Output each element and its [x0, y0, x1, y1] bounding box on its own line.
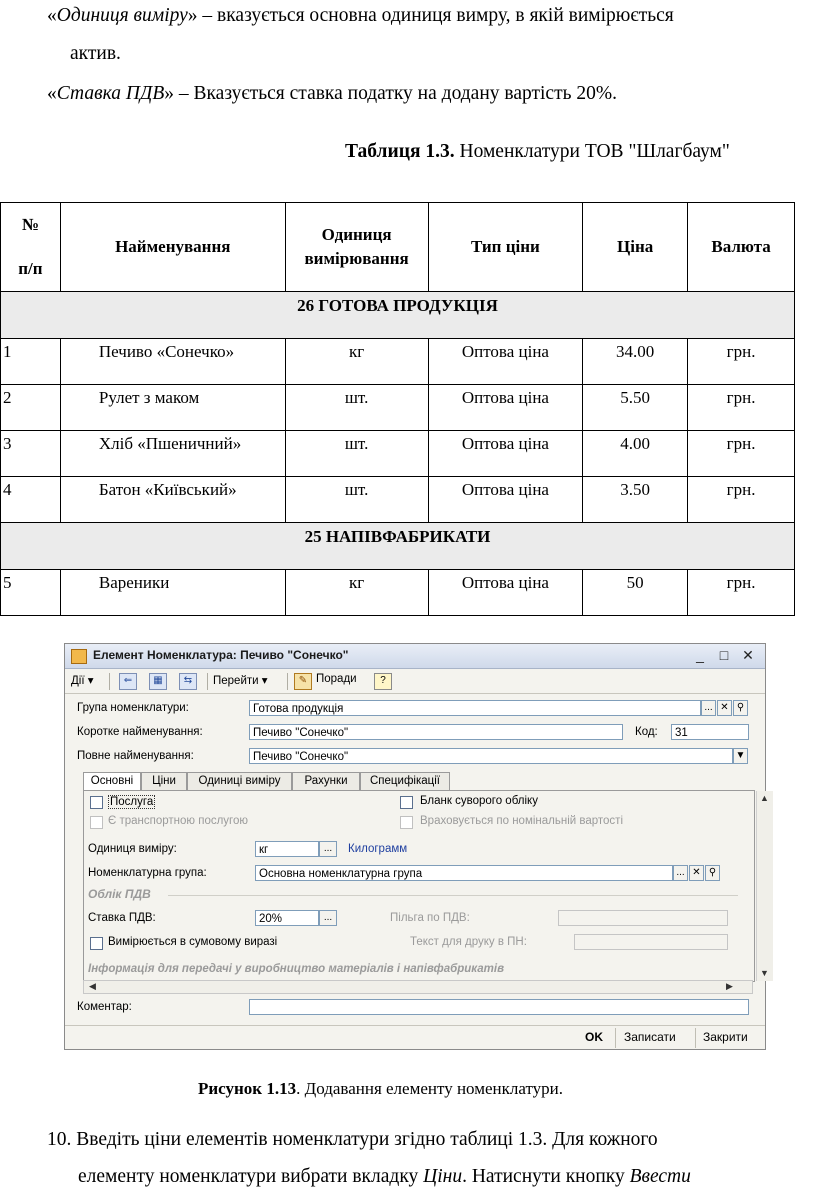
- cell-num: 2: [1, 385, 61, 431]
- short-name-field[interactable]: Печиво "Сонечко": [249, 724, 623, 740]
- full-name-field[interactable]: Печиво "Сонечко": [249, 748, 733, 764]
- cell-currency: грн.: [688, 570, 795, 616]
- intro-line-1: [47, 4, 674, 28]
- table-row: [1, 385, 795, 431]
- group-title: 25 НАПІВФАБРИКАТИ: [1, 523, 795, 570]
- intro-line-2: [47, 82, 617, 106]
- table-caption-number: Таблиця 1.3.: [345, 141, 455, 162]
- cell-num: 1: [1, 339, 61, 385]
- tab-accounts[interactable]: Рахунки: [292, 772, 360, 790]
- cell-name: Вареники: [60, 570, 285, 616]
- toolbar-separator: [207, 673, 208, 690]
- header-unit-2: вимірювання: [304, 249, 409, 268]
- header-price: Ціна: [583, 203, 688, 292]
- table-row: [1, 431, 795, 477]
- cell-unit: шт.: [285, 385, 428, 431]
- help-icon[interactable]: ?: [374, 673, 392, 690]
- cell-unit: кг: [285, 570, 428, 616]
- nominal-checkbox[interactable]: [400, 816, 413, 829]
- cell-num: 3: [1, 431, 61, 477]
- group-label: Група номенклатури:: [77, 702, 189, 714]
- cell-unit: шт.: [285, 477, 428, 523]
- info-section-title: Інформація для передачі у виробництво матеріалів і напівфабрикатів: [88, 963, 505, 975]
- unit-label: Одиниця виміру:: [88, 843, 177, 855]
- nomenclature-element-window: [64, 643, 769, 1050]
- step-10-line-2: [78, 1165, 691, 1189]
- strict-form-checkbox[interactable]: [400, 796, 413, 809]
- actions-menu[interactable]: Дії ▾: [71, 675, 94, 687]
- figure-caption-number: Рисунок 1.13: [198, 1079, 297, 1098]
- cell-price: 5.50: [583, 385, 688, 431]
- cell-name: Батон «Київський»: [60, 477, 285, 523]
- intro-line-1-cont: актив.: [70, 43, 121, 64]
- tab-specifications[interactable]: Специфікації: [360, 772, 450, 790]
- table-caption-text: Номенклатури ТОВ "Шлагбаум": [454, 141, 730, 162]
- vat-rate-label: Ставка ПДВ:: [88, 912, 156, 924]
- vertical-scrollbar[interactable]: [756, 791, 773, 981]
- cell-type: Оптова ціна: [428, 339, 583, 385]
- term-unit: Одиниця виміру: [56, 5, 188, 26]
- tab-prices[interactable]: Ціни: [141, 772, 187, 790]
- cell-name: Рулет з маком: [60, 385, 285, 431]
- step-10-text-a: елементу номенклатури вибрати вкладку: [78, 1166, 424, 1187]
- scroll-left-icon[interactable]: ◀: [89, 981, 96, 991]
- comment-field[interactable]: [249, 999, 749, 1015]
- cell-price: 34.00: [583, 339, 688, 385]
- cell-currency: грн.: [688, 339, 795, 385]
- vat-select-button[interactable]: ...: [319, 910, 337, 926]
- header-num: [1, 203, 61, 292]
- section-divider: [168, 895, 738, 896]
- step-10-text-c: . Натиснути кнопку: [462, 1166, 630, 1187]
- cell-price: 50: [583, 570, 688, 616]
- step-10-line-1: 10. Введіть ціни елементів номенклатури згідно таблиці 1.3. Для кожного: [47, 1129, 658, 1150]
- service-checkbox[interactable]: [90, 796, 103, 809]
- header-currency: Валюта: [688, 203, 795, 292]
- unit-select-button[interactable]: ...: [319, 841, 337, 857]
- transport-label: Є транспортною послугою: [108, 815, 249, 827]
- figure-caption-text: . Додавання елементу номенклатури.: [296, 1079, 564, 1098]
- tab-main[interactable]: Основні: [83, 772, 141, 791]
- table-header-row: [1, 203, 795, 292]
- window-titlebar[interactable]: [65, 644, 765, 669]
- group-field[interactable]: Готова продукція: [249, 700, 701, 716]
- term-vat: Ставка ПДВ: [56, 83, 165, 104]
- group-row: [1, 292, 795, 339]
- vat-section-title: Облік ПДВ: [88, 887, 151, 901]
- nomgroup-select-button[interactable]: ...: [673, 865, 688, 881]
- sum-expression-checkbox[interactable]: [90, 937, 103, 950]
- goto-menu[interactable]: Перейти ▾: [213, 675, 268, 687]
- intro-line2-text: » – Вказується ставка податку на додану вартість 20%.: [164, 83, 617, 104]
- cell-type: Оптова ціна: [428, 431, 583, 477]
- tips-button[interactable]: Поради: [316, 673, 357, 685]
- cell-unit: шт.: [285, 431, 428, 477]
- unit-field[interactable]: кг: [255, 841, 319, 857]
- save-button[interactable]: Записати: [624, 1030, 676, 1044]
- step-10-term-prices: Ціни: [423, 1166, 463, 1187]
- group-row: [1, 523, 795, 570]
- header-unit: [285, 203, 428, 292]
- cell-type: Оптова ціна: [428, 570, 583, 616]
- toolbar-separator: [287, 673, 288, 690]
- ok-button[interactable]: OK: [585, 1030, 603, 1044]
- cell-unit: кг: [285, 339, 428, 385]
- cell-num: 5: [1, 570, 61, 616]
- step-10-term-enter: Ввести: [629, 1166, 691, 1187]
- print-text-field[interactable]: [574, 934, 728, 950]
- cell-currency: грн.: [688, 385, 795, 431]
- group-select-button[interactable]: ...: [701, 700, 716, 716]
- scroll-up-icon[interactable]: ▲: [760, 793, 769, 803]
- cell-num: 4: [1, 477, 61, 523]
- cell-name: Печиво «Сонечко»: [60, 339, 285, 385]
- full-name-dropdown-icon[interactable]: ▼: [733, 748, 748, 764]
- header-num-2: п/п: [18, 259, 43, 278]
- group-clear-icon[interactable]: ✕: [717, 700, 732, 716]
- tips-icon[interactable]: ✎: [294, 673, 312, 690]
- full-name-label: Повне найменування:: [77, 750, 194, 762]
- table-caption: [345, 140, 730, 164]
- figure-caption: [198, 1077, 563, 1101]
- button-separator: [615, 1028, 616, 1048]
- close-button[interactable]: Закрити: [703, 1030, 748, 1044]
- horizontal-scrollbar[interactable]: [83, 980, 753, 994]
- toolbar-separator: [109, 673, 110, 690]
- sum-expression-label: Вимірюється в сумовому виразі: [108, 936, 278, 948]
- table-row: [1, 477, 795, 523]
- cell-price: 4.00: [583, 431, 688, 477]
- group-title: 26 ГОТОВА ПРОДУКЦІЯ: [1, 292, 795, 339]
- code-field[interactable]: 31: [671, 724, 749, 740]
- short-name-label: Коротке найменування:: [77, 726, 203, 738]
- service-label: Послуга: [110, 796, 154, 808]
- nomenclature-group-label: Номенклатурна група:: [88, 867, 207, 879]
- comment-label: Коментар:: [77, 1001, 132, 1013]
- minimize-icon[interactable]: _: [696, 647, 704, 663]
- code-label: Код:: [635, 726, 658, 738]
- scroll-right-icon[interactable]: ▶: [726, 981, 733, 991]
- window-title: Елемент Номенклатура: Печиво "Сонечко": [93, 648, 349, 662]
- nomgroup-clear-icon[interactable]: ✕: [689, 865, 704, 881]
- nominal-label: Враховується по номінальній вартості: [420, 815, 624, 827]
- nomenclature-table: [0, 202, 795, 616]
- print-text-label: Текст для друку в ПН:: [410, 936, 527, 948]
- maximize-icon[interactable]: □: [719, 647, 729, 663]
- vat-benefit-field[interactable]: [558, 910, 728, 926]
- cell-price: 3.50: [583, 477, 688, 523]
- strict-form-label: Бланк суворого обліку: [420, 795, 538, 807]
- cell-type: Оптова ціна: [428, 385, 583, 431]
- button-separator: [695, 1028, 696, 1048]
- cell-currency: грн.: [688, 431, 795, 477]
- unit-name: Килограмм: [348, 843, 408, 855]
- header-unit-1: Одиниця: [321, 225, 392, 244]
- header-num-1: №: [21, 215, 39, 234]
- table-row: [1, 570, 795, 616]
- nomgroup-search-icon[interactable]: ⚲: [705, 865, 720, 881]
- cell-name: Хліб «Пшеничний»: [60, 431, 285, 477]
- main-tab-panel: [83, 790, 769, 982]
- quote: «: [47, 83, 57, 104]
- scroll-down-icon[interactable]: ▼: [760, 968, 769, 978]
- header-price-type: Тип ціни: [428, 203, 583, 292]
- transport-checkbox[interactable]: [90, 816, 103, 829]
- window-toolbar: [65, 669, 765, 694]
- window-bottom-bar: [65, 1025, 765, 1050]
- cell-currency: грн.: [688, 477, 795, 523]
- structure-icon[interactable]: ▦: [149, 673, 167, 690]
- app-icon: [71, 649, 87, 664]
- refresh-icon[interactable]: ⇆: [179, 673, 197, 690]
- intro-line1-text: » – вказується основна одиниця вимру, в якій вимірюється: [187, 5, 674, 26]
- header-name: Найменування: [60, 203, 285, 292]
- quote: «: [47, 5, 57, 26]
- vat-benefit-label: Пільга по ПДВ:: [390, 912, 470, 924]
- nomenclature-group-field[interactable]: Основна номенклатурна група: [255, 865, 673, 881]
- cell-type: Оптова ціна: [428, 477, 583, 523]
- close-icon[interactable]: ✕: [742, 647, 754, 663]
- back-arrow-icon[interactable]: ⇐: [119, 673, 137, 690]
- tab-units[interactable]: Одиниці виміру: [187, 772, 292, 790]
- group-search-icon[interactable]: ⚲: [733, 700, 748, 716]
- table-row: [1, 339, 795, 385]
- vat-rate-field[interactable]: 20%: [255, 910, 319, 926]
